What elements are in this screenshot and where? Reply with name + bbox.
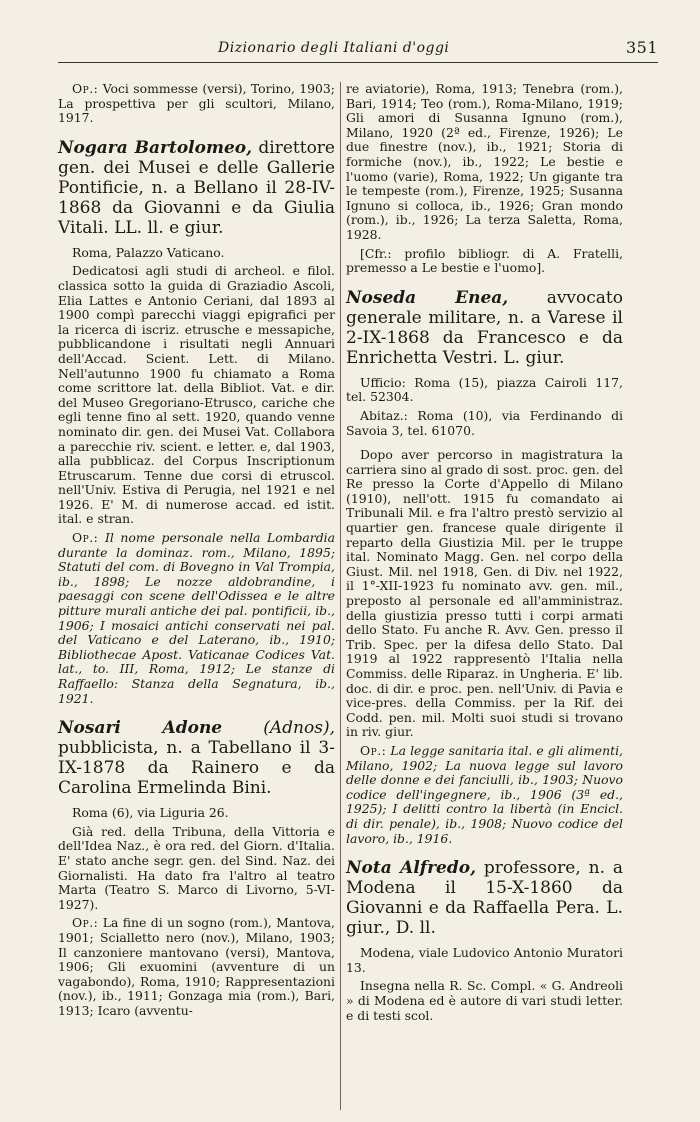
works-text: Voci sommesse (versi), Torino, 1903; La prospettiva per gli scultori, Milano, 1917. (58, 81, 335, 126)
entry-heading-text: pubblicista, n. a Tabellano il 3-IX-1878 da Rainero e da Carolina Ermelinda Bini. (58, 738, 335, 799)
entry-alias: (Adnos), (263, 718, 336, 739)
works-text: La legge sanitaria ital. e gli alimenti, Milano, 1902; La nuova legge sul lavoro delle donne e dei fanciulli, ib., 1903; Nuovo codice dell'ingegnere, ib., 1906 (3ª ed., 1925); I delitti contro la libertà (in Encicl. di dir. penale), ib., 1908; Nuovo codice del lavoro, ib., 1916. (346, 742, 623, 846)
entry-address: Roma (6), via Liguria 26. (72, 805, 229, 821)
running-title: Dizionario degli Italiani d'oggi (218, 40, 450, 56)
entry-heading (58, 718, 335, 798)
op-label: Op.: (360, 742, 387, 758)
entry-heading (346, 858, 623, 938)
continued-works (58, 82, 335, 126)
cross-reference: [Cfr.: profilo bibliogr. di A. Fratelli, premesso a Le bestie e l'uomo]. (346, 245, 623, 276)
right-column (346, 82, 623, 1027)
entry-biography: Già red. della Tribuna, della Vittoria e dell'Idea Naz., è ora red. del Giorn. d'Italia. E' stato anche segr. gen. del Sind. Naz. dei Giornalisti. Ha dato fra l'altro al teatro Marta (Teatro S. Marco di Livorno, 5-VI-1927). (58, 823, 335, 912)
entry-office: Ufficio: Roma (15), piazza Cairoli 117, tel. 52304. (346, 374, 623, 405)
works-text: Il nome personale nella Lombardia durante la dominaz. rom., Milano, 1895; Statuti del com. di Bovegno in Val Trompia, ib., 1898; Le nozze aldobrandine, i paesaggi con scene dell'Odissea e le altre pitture murali antiche dei pal. pontificii, ib., 1906; I mosaici antichi conservati nei pal. del Vaticano e del Laterano, ib., 1910; Bibliothecae Apost. Vaticanae Codices Vat. lat., to. III, Roma, 1912; Le stanze di Raffaello: Stanza della Segnatura, ib., 1921. (58, 530, 335, 706)
page-number: 351 (625, 38, 658, 57)
op-label: Op.: (72, 915, 99, 931)
works-text: La fine di un sogno (rom.), Mantova, 1901; Scialletto nero (nov.), Milano, 1903; Il canzoniere mantovano (versi), Mantova, 1906; Gli exuomini (avventure di un vagabondo), Roma, 1910; Rappresentazioni (nov.), ib., 1911; Gonzaga mia (rom.), Bari, 1913; Icaro (avventu- (58, 915, 335, 1018)
entry-biography: Dedicatosi agli studi di archeol. e filol. classica sotto la guida di Graziadio Ascoli, Elia Lattes e Antonio Ceriani, dal 1893 al 1900 compì parecchi viaggi epigrafici per la ricerca di iscriz. etrusche e messapiche, pubblicandone i risultati negli Annuari dell'Accad. Scient. Lett. di Milano. Nell'autunno 1900 fu chiamato a Roma come scrittore lat. della Bibliot. Vat. e dir. del Museo Gregoriano-Etrusco, cariche che egli tenne fino al sett. 1920, quando venne nominato dir. gen. dei Musei Vat. Collabora a parecchie riv. scient. e letter. e, dal 1903, alla pubblicaz. del Corpus Inscriptionum Etruscarum. Tenne due corsi di etruscol. nell'Univ. Estiva di Perugia, nel 1921 e nel 1926. E' M. di numerose accad. ed istit. ital. e stran. (58, 263, 335, 527)
entry-noseda (346, 288, 623, 846)
entry-heading-text: direttore gen. dei Musei e delle Gallerie Pontificie, n. a Bellano il 28-IV-1868 da Giovanni e da Giulia Vitali. LL. ll. e giur. (58, 137, 335, 238)
entry-address: Roma, Palazzo Vaticano. (72, 244, 225, 260)
op-label: Op.: (72, 530, 99, 546)
entry-nosari (58, 718, 335, 1018)
entry-biography: Dopo aver percorso in magistratura la carriera sino al grado di sost. proc. gen. del Re presso la Corte d'Appello di Milano (1910), nell'ott. 1915 fu comandato ai Tribunali Mil. e fra l'altro prestò servizio al quartier gen. francese quale dirigente il reparto della Giustizia Mil. per le truppe ital. Nominato Magg. Gen. nel corpo della Giust. Mil. nel 1918, Gen. di Div. nel 1922, il 1°-XII-1923 fu nominato avv. gen. mil., preposto al personale ed all'amministraz. della giustizia presso tutti i corpi armati dello Stato. Fu anche R. Avv. Gen. presso il Trib. Spec. per la difesa dello Stato. Dal 1919 al 1922 rappresentò l'Italia nella Commiss. delle Riparaz. in Ungheria. E' lib. doc. di dir. e proc. pen. nell'Univ. di Pavia e vice-pres. della Commiss. per la Rif. dei Codd. pen. mil. Molti suoi studi si trovano in riv. giur. (346, 447, 623, 740)
entry-works (58, 916, 335, 1018)
entry-heading-text: professore, n. a Modena il 15-X-1860 da Giovanni e da Raffaella Pera. L. giur., D. ll. (346, 858, 623, 939)
entry-heading-text: avvocato generale militare, n. a Varese il 2-IX-1868 da Francesco e da Enrichetta Vestri. L. giur. (346, 287, 623, 368)
entry-name: Nota Alfredo, (346, 858, 477, 879)
entry-biography: Insegna nella R. Sc. Compl. « G. Andreoli » di Modena ed è autore di vari studi letter. e di testi scol. (346, 978, 623, 1023)
entry-address: Abitaz.: Roma (10), via Ferdinando di Savoia 3, tel. 61070. (346, 407, 623, 438)
op-label: Op.: (72, 81, 99, 96)
entry-heading (58, 138, 335, 238)
column-divider (340, 82, 341, 1110)
entry-address: Modena, viale Ludovico Antonio Muratori 13. (346, 945, 623, 975)
entry-heading (346, 288, 623, 368)
entry-works (58, 531, 335, 706)
left-column (58, 82, 335, 1023)
entry-name: Nogara Bartolomeo, (58, 137, 253, 158)
entry-name: Noseda Enea, (346, 287, 509, 308)
entry-name: Nosari Adone (58, 718, 223, 739)
entry-nogara (58, 138, 335, 706)
entry-nota (346, 858, 623, 1023)
entry-works (346, 744, 623, 846)
running-header (58, 36, 658, 63)
continued-works: re aviatorie), Roma, 1913; Tenebra (rom.), Bari, 1914; Teo (rom.), Roma-Milano, 1919; Gli amori di Susanna Ignuno (rom.), Milano, 1920 (2ª ed., Firenze, 1926); Le due finestre (nov.), ib., 1921; Storia di formiche (nov.), ib., 1922; Le bestie e l'uomo (varie), Roma, 1922; Un gigante tra le tempeste (rom.), Firenze, 1925; Susanna Ignuno si colloca, ib., 1926; Gran mondo (rom.), ib., 1926; La terza Saletta, Roma, 1928. (346, 81, 623, 242)
